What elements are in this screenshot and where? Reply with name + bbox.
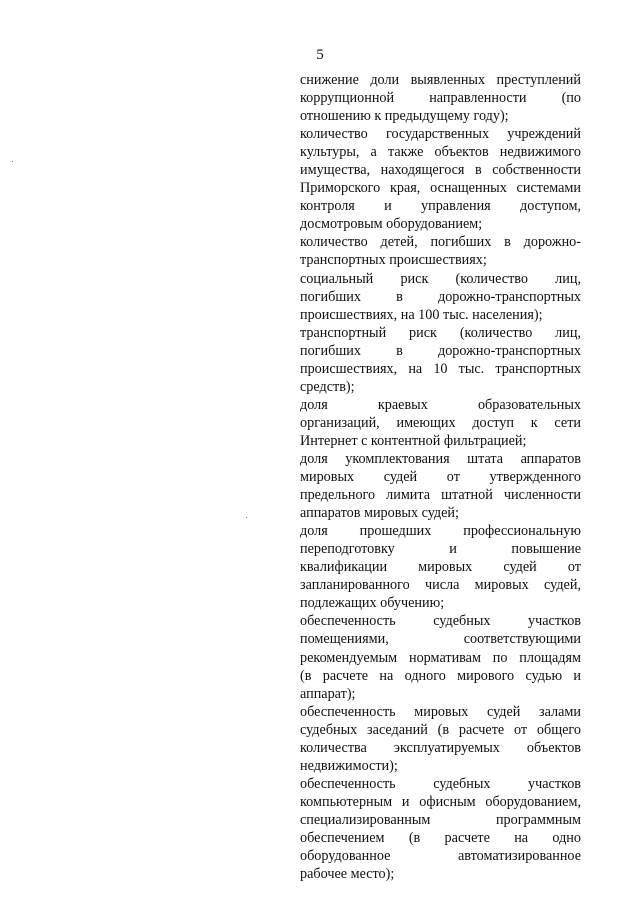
text-line: контроля и управления доступом,: [300, 198, 581, 215]
scan-speck: [246, 517, 247, 518]
text-line: снижение доли выявленных преступлений: [300, 72, 581, 88]
text-line: аппарат);: [300, 685, 356, 702]
text-line: рабочее место);: [300, 866, 395, 883]
text-line: культуры, а также объектов недвижимого: [300, 144, 581, 161]
document-body: [300, 71, 581, 883]
text-line: (в расчете на одного мирового судью и: [300, 667, 581, 684]
text-line: Приморского края, оснащенных системами: [300, 180, 581, 197]
scan-speck: [12, 161, 13, 162]
text-line: отношению к предыдущему году);: [300, 108, 509, 125]
list-item: [300, 612, 581, 702]
text-line: происшествиях, на 100 тыс. населения);: [300, 306, 543, 323]
text-line: переподготовку и повышение: [300, 541, 581, 558]
text-line: мировых судей от утвержденного: [300, 469, 581, 486]
text-line: транспортных происшествиях;: [300, 252, 487, 269]
list-item: [300, 450, 581, 522]
text-line: обеспечением (в расчете на одно: [300, 829, 581, 846]
text-line: рекомендуемым нормативам по площадям: [300, 649, 581, 666]
list-item: [300, 703, 581, 775]
text-line: Интернет с контентной фильтрацией;: [300, 432, 527, 449]
text-line: средств);: [300, 378, 355, 395]
text-line: имущества, находящегося в собственности: [300, 162, 581, 179]
text-line: происшествиях, на 10 тыс. транспортных: [300, 360, 581, 377]
text-line: специализированным программным: [300, 811, 581, 828]
text-line: аппаратов мировых судей;: [300, 505, 459, 522]
text-line: доля укомплектования штата аппаратов: [300, 450, 581, 467]
text-line: подлежащих обучению;: [300, 595, 445, 612]
text-line: погибших в дорожно-транспортных: [300, 342, 581, 359]
text-line: запланированного числа мировых судей,: [300, 577, 581, 594]
text-line: погибших в дорожно-транспортных: [300, 288, 581, 305]
text-line: оборудованное автоматизированное: [300, 848, 581, 865]
text-line: компьютерным и офисным оборудованием,: [300, 793, 581, 810]
text-line: количество детей, погибших в дорожно-: [300, 234, 581, 251]
text-line: помещениями, соответствующими: [300, 631, 581, 648]
list-item: [300, 270, 581, 324]
text-line: количество государственных учреждений: [300, 126, 581, 143]
text-line: социальный риск (количество лиц,: [300, 270, 581, 287]
text-line: организаций, имеющих доступ к сети: [300, 414, 581, 431]
text-line: судебных заседаний (в расчете от общего: [300, 721, 581, 738]
page-number: 5: [316, 47, 324, 63]
text-line: квалификации мировых судей от: [300, 559, 581, 576]
text-line: коррупционной направленности (по: [300, 90, 581, 107]
list-item: [300, 775, 581, 883]
text-line: предельного лимита штатной численности: [300, 487, 581, 504]
text-line: количества эксплуатируемых объектов: [300, 739, 581, 756]
text-line: обеспеченность мировых судей залами: [300, 703, 581, 720]
text-line: доля краевых образовательных: [300, 396, 581, 413]
text-line: недвижимости);: [300, 757, 398, 774]
list-item: [300, 71, 581, 125]
text-line: транспортный риск (количество лиц,: [300, 324, 581, 341]
list-item: [300, 125, 581, 233]
list-item: [300, 396, 581, 450]
list-item: [300, 522, 581, 612]
list-item: [300, 324, 581, 396]
text-line: досмотровым оборудованием;: [300, 216, 483, 233]
list-item: [300, 233, 581, 269]
text-line: обеспеченность судебных участков: [300, 613, 581, 630]
text-line: обеспеченность судебных участков: [300, 775, 581, 792]
text-line: доля прошедших профессиональную: [300, 523, 581, 540]
